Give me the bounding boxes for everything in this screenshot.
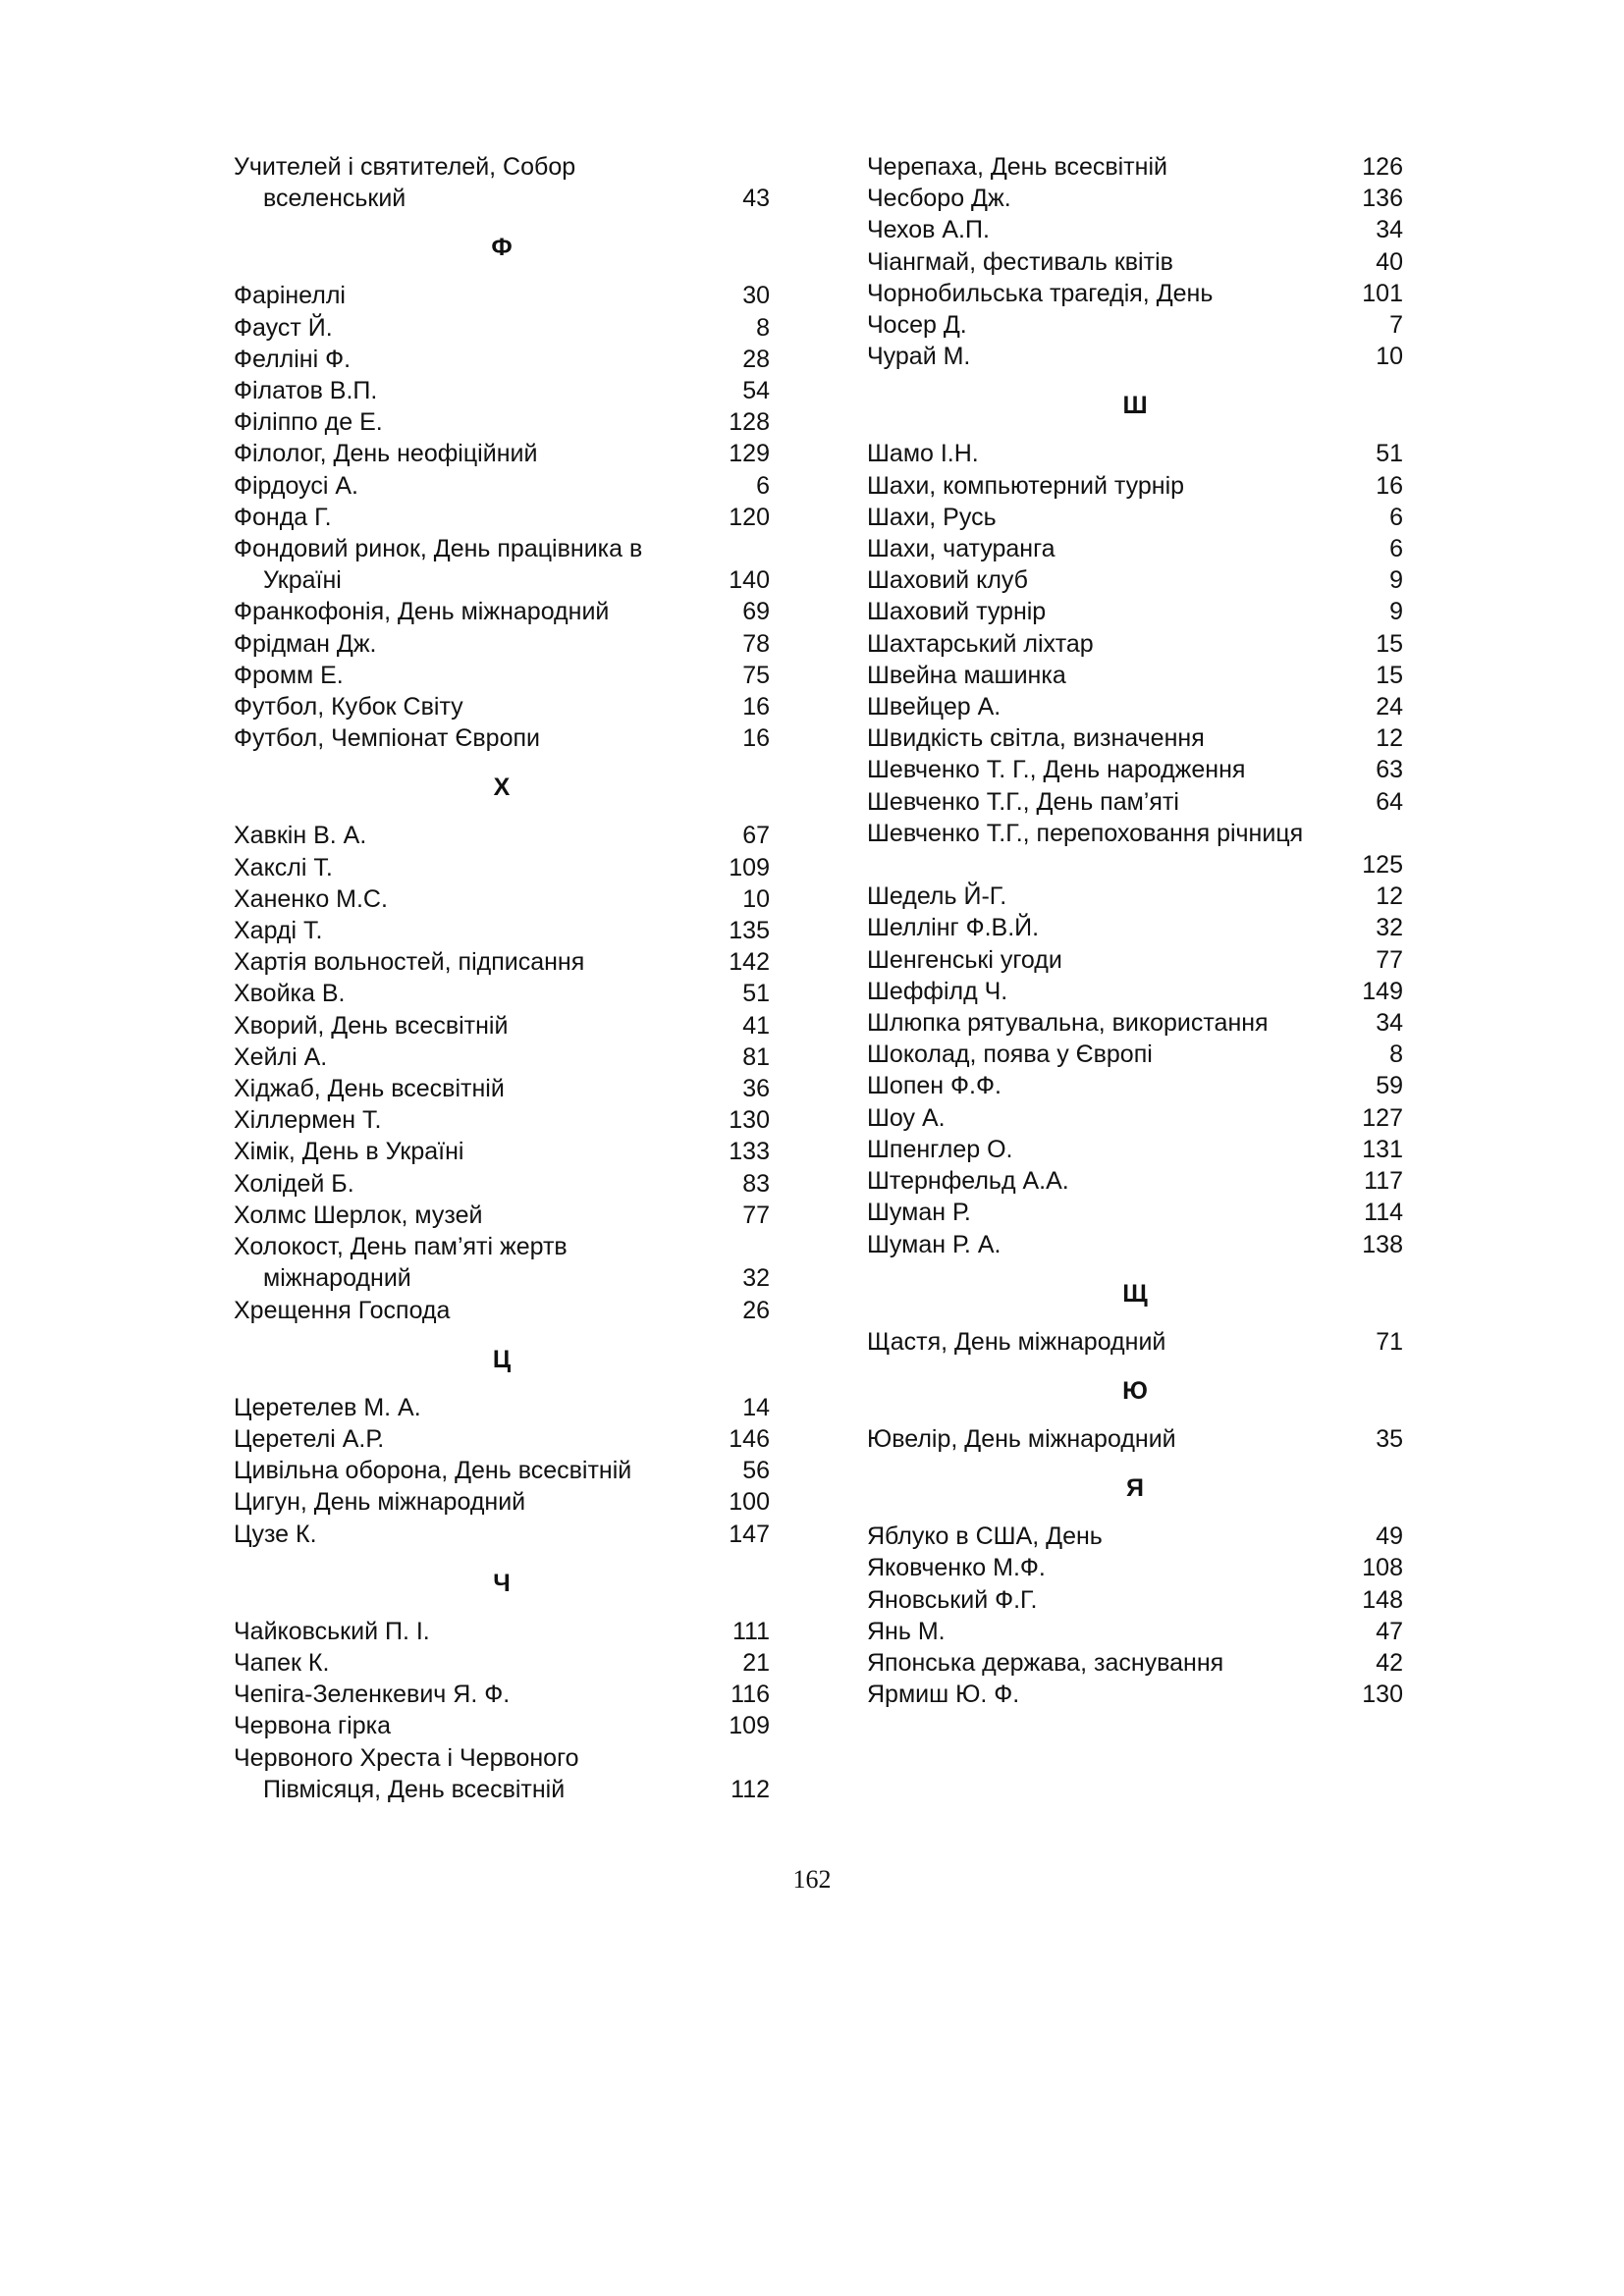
index-entry [234,1041,770,1073]
index-term: Чехов А.П. [867,216,990,244]
index-term: Чепіга-Зеленкевич Я. Ф. [234,1681,511,1709]
index-page-ref: 15 [1376,661,1403,689]
index-term: Шпенглер О. [867,1135,1013,1163]
index-entry [867,1647,1403,1679]
index-term: Франкофонія, День міжнародний [234,598,610,626]
index-term: Хейлі А. [234,1042,328,1071]
index-term: Шаховий клуб [867,566,1029,595]
index-page-ref: 9 [1389,598,1403,626]
index-page-ref: 140 [729,566,770,595]
index-entry [867,438,1403,469]
index-page-ref: 16 [742,693,770,721]
index-page-ref: 116 [731,1681,770,1709]
index-page-ref: 135 [729,917,770,945]
section-letter: Ц [492,1345,512,1373]
index-entry [867,1521,1403,1552]
index-term: Філатов В.П. [234,377,378,405]
index-page-ref: 41 [742,1011,770,1040]
index-term: Шлюпка рятувальна, використання [867,1009,1269,1038]
index-entry [234,1136,770,1167]
index-page-ref: 51 [742,980,770,1008]
index-page-ref: 138 [1362,1230,1403,1258]
index-page-ref: 34 [1376,1009,1403,1038]
page-number: 162 [792,1865,832,1894]
index-term: Чурай М. [867,343,971,371]
index-entry [234,1073,770,1104]
index-term: Фромм Е. [234,661,344,689]
index-entry [867,564,1403,596]
index-entry [234,915,770,946]
index-page-ref: 126 [1362,153,1403,181]
index-term: Чайковський П. І. [234,1617,430,1645]
index-page-ref: 35 [1376,1424,1403,1453]
index-page-ref: 8 [756,313,770,342]
index-term: Штернфельд А.А. [867,1167,1069,1196]
section-letter: Х [493,774,511,802]
index-page-ref: 30 [742,282,770,310]
index-entry [234,1200,770,1231]
index-entry [867,1134,1403,1165]
section-letter: Я [1126,1474,1144,1503]
index-page-ref: 101 [1362,279,1403,307]
index-entry [234,1679,770,1710]
index-page-ref: 16 [742,724,770,753]
index-entry [234,1010,770,1041]
index-page-ref: 42 [1376,1648,1403,1677]
index-page-ref: 120 [729,503,770,531]
index-term: Фондовий ринок, День працівника в Україні [234,535,643,595]
index-entry [234,406,770,438]
index-entry [234,438,770,469]
index-entry [867,596,1403,627]
index-term: Церетелі А.Р. [234,1424,385,1453]
index-page-ref: 47 [1376,1617,1403,1645]
index-term: Шеффілд Ч. [867,977,1008,1005]
index-term: Шахи, чатуранга [867,535,1056,563]
section-letter: Ф [491,234,513,262]
index-term: Філіппо де Е. [234,408,383,437]
index-term: Швидкість світла, визначення [867,724,1205,753]
index-term: Учителей і святителей, Собор вселенський [234,153,576,213]
index-entry [867,1229,1403,1260]
index-term: Японська держава, заснування [867,1648,1224,1677]
index-entry [867,722,1403,754]
index-page-ref: 21 [742,1648,770,1677]
index-term: Чосер Д. [867,311,967,340]
index-entry [867,1679,1403,1710]
index-term: Фрідман Дж. [234,629,377,658]
index-term: Шахтарський ліхтар [867,629,1094,658]
index-page-ref: 6 [1389,535,1403,563]
index-page-ref: 63 [1376,756,1403,784]
index-entry [867,214,1403,245]
index-entry [234,1104,770,1136]
index-page-ref: 9 [1389,566,1403,595]
index-entry [867,660,1403,691]
index-page-ref: 24 [1376,693,1403,721]
index-entry [234,502,770,533]
index-page-ref: 111 [731,1617,770,1645]
index-page-ref: 127 [1362,1103,1403,1132]
index-page-ref: 130 [1362,1681,1403,1709]
index-term: Шеллінг Ф.В.Й. [867,914,1040,942]
index-term: Шуман Р. А. [867,1230,1001,1258]
index-page-ref: 26 [742,1296,770,1324]
index-entry [867,976,1403,1007]
index-entry [234,852,770,883]
index-page-ref: 108 [1362,1554,1403,1582]
index-entry [867,1165,1403,1197]
index-term: Черепаха, День всесвітній [867,153,1167,181]
index-term: Хартія вольностей, підписання [234,948,585,977]
index-term: Фарінеллі [234,282,346,310]
index-entry [234,1519,770,1550]
index-entry [234,151,770,214]
index-entry [867,881,1403,912]
index-page-ref: 146 [729,1424,770,1453]
index-entry [867,246,1403,278]
index-entry [867,1197,1403,1228]
index-page-ref: 16 [1376,471,1403,500]
index-page-ref: 131 [1362,1135,1403,1163]
index-term: Яковченко М.Ф. [867,1554,1046,1582]
index-entry [867,691,1403,722]
index-term: Шопен Ф.Ф. [867,1072,1001,1100]
index-entry [867,1616,1403,1647]
index-entry [867,533,1403,564]
index-term: Фелліні Ф. [234,345,352,373]
index-term: Шедель Й-Г. [867,882,1007,911]
index-page-ref: 69 [742,598,770,626]
index-term: Чорнобильська трагедія, День [867,279,1214,307]
index-page-ref: 142 [729,948,770,977]
index-entry [867,1102,1403,1134]
index-entry [234,280,770,311]
index-term: Шамо І.Н. [867,440,979,468]
index-term: Шахи, компьютерний турнір [867,471,1185,500]
index-page-ref: 71 [1376,1327,1403,1356]
index-entry [234,1295,770,1326]
index-page-ref: 36 [742,1075,770,1103]
index-page-ref: 28 [742,345,770,373]
index-entry [234,1168,770,1200]
index-term: Червона гірка [234,1712,391,1740]
index-term: Хрещення Господа [234,1296,451,1324]
index-entry [867,1326,1403,1358]
index-term: Філолог, День неофіційний [234,440,538,468]
index-page-ref: 51 [1376,440,1403,468]
index-term: Хіллермен Т. [234,1106,382,1135]
index-entry [234,312,770,344]
index-term: Хакслі Т. [234,853,333,881]
index-entry [234,596,770,627]
index-entry [234,344,770,375]
index-page-ref: 6 [756,471,770,500]
index-entry [867,341,1403,372]
index-page-ref: 75 [742,661,770,689]
index-column-left [234,151,770,1805]
index-term: Цивільна оборона, День всесвітній [234,1457,632,1485]
index-entry [234,660,770,691]
index-term: Холокост, День пам’яті жертв міжнародний [234,1233,568,1293]
index-term: Футбол, Кубок Світу [234,693,463,721]
index-page-ref: 100 [729,1488,770,1517]
index-page-ref: 32 [1376,914,1403,942]
index-page-ref: 78 [742,629,770,658]
index-term: Червоного Хреста і Червоного Півмісяця, День всесвітній [234,1743,579,1803]
index-entry [234,1486,770,1518]
index-entry [234,1392,770,1423]
index-term: Шаховий турнір [867,598,1047,626]
index-term: Шевченко Т.Г., перепоховання річниця [867,819,1304,847]
index-term: Ханенко М.С. [234,884,388,913]
index-entry [867,309,1403,341]
index-page-ref: 129 [729,440,770,468]
section-letter: Ш [1122,392,1148,420]
section-letter: Ю [1122,1376,1148,1405]
index-term: Ювелір, День міжнародний [867,1424,1176,1453]
index-page-ref: 15 [1376,629,1403,658]
index-entry [867,1423,1403,1455]
index-term: Хворий, День всесвітній [234,1011,509,1040]
index-term: Шевченко Т. Г., День народження [867,756,1246,784]
index-page-ref: 109 [729,853,770,881]
index-page-ref: 14 [742,1393,770,1421]
index-page-ref: 12 [1376,882,1403,911]
index-entry [867,1552,1403,1583]
section-letter: Ч [493,1569,511,1597]
index-entry [234,883,770,915]
index-page-ref: 133 [729,1138,770,1166]
index-term: Церетелев М. А. [234,1393,421,1421]
index-entry [234,470,770,502]
index-entry [234,1742,770,1805]
index-entry [234,691,770,722]
index-entry [234,946,770,978]
index-entry [867,151,1403,183]
index-page-ref: 130 [729,1106,770,1135]
index-page-ref: 10 [1376,343,1403,371]
index-term: Шуман Р. [867,1199,971,1227]
index-page-ref: 59 [1376,1072,1403,1100]
index-entry [867,502,1403,533]
index-term: Футбол, Чемпіонат Європи [234,724,540,753]
index-entry [234,628,770,660]
index-entry [867,278,1403,309]
index-entry [867,1070,1403,1101]
index-page-ref: 114 [1364,1199,1403,1227]
index-term: Швейцер А. [867,693,1001,721]
index-entry [867,1584,1403,1616]
index-term: Цигун, День міжнародний [234,1488,526,1517]
index-entry [234,1647,770,1679]
index-entry [234,1231,770,1294]
index-term: Шевченко Т.Г., День пам’яті [867,787,1179,816]
index-entry [234,1710,770,1741]
index-page-ref: 12 [1376,724,1403,753]
index-term: Чесборо Дж. [867,185,1011,213]
index-term: Шенгенські угоди [867,945,1062,974]
index-page-ref: 40 [1376,247,1403,276]
index-page-ref: 83 [742,1169,770,1198]
index-entry [867,1007,1403,1039]
index-entry [867,912,1403,943]
index-entry [234,978,770,1009]
index-term: Холідей Б. [234,1169,354,1198]
index-column-right [867,151,1403,1710]
section-letter: Щ [1122,1279,1148,1308]
index-term: Харді Т. [234,917,323,945]
index-page-ref: 6 [1389,503,1403,531]
index-page-ref: 64 [1376,787,1403,816]
index-page-ref: 43 [742,185,770,213]
index-page-ref: 109 [729,1712,770,1740]
index-term: Хіджаб, День всесвітній [234,1075,505,1103]
index-page-ref: 49 [1376,1522,1403,1551]
index-page-ref: 54 [742,377,770,405]
index-entry [234,722,770,754]
index-term: Чіангмай, фестиваль квітів [867,247,1173,276]
index-term: Шоколад, поява у Європі [867,1041,1153,1069]
index-entry [867,470,1403,502]
index-page-ref: 136 [1362,185,1403,213]
index-term: Хавкін В. А. [234,822,367,850]
index-term: Ярмиш Ю. Ф. [867,1681,1020,1709]
index-term: Шахи, Русь [867,503,997,531]
index-term: Фонда Г. [234,503,332,531]
index-page-ref: 77 [1376,945,1403,974]
index-entry [234,1616,770,1647]
index-term: Холмс Шерлок, музей [234,1201,483,1229]
index-page-ref: 117 [1364,1167,1403,1196]
index-entry [867,818,1403,881]
index-term: Хімік, День в Україні [234,1138,464,1166]
index-page-ref: 34 [1376,216,1403,244]
index-entry [867,944,1403,976]
index-page-ref: 7 [1389,311,1403,340]
index-term: Швейна машинка [867,661,1066,689]
index-page-ref: 149 [1362,977,1403,1005]
index-page-ref: 8 [1389,1041,1403,1069]
index-term: Фауст Й. [234,313,333,342]
index-page-ref: 125 [1362,851,1403,880]
index-entry [234,533,770,596]
index-entry [234,1423,770,1455]
index-term: Цузе К. [234,1520,317,1548]
index-term: Хвойка В. [234,980,346,1008]
index-page-ref: 148 [1362,1585,1403,1614]
index-term: Фірдоусі А. [234,471,358,500]
index-page-ref: 32 [742,1264,770,1293]
index-page-ref: 147 [729,1520,770,1548]
index-entry [867,786,1403,818]
index-entry [234,820,770,851]
index-page-ref: 77 [742,1201,770,1229]
index-term: Яблуко в США, День [867,1522,1103,1551]
index-term: Янь М. [867,1617,946,1645]
index-entry [867,183,1403,214]
index-term: Шоу А. [867,1103,946,1132]
index-entry [234,375,770,406]
index-entry [867,1039,1403,1070]
index-term: Чапек К. [234,1648,330,1677]
index-page-ref: 10 [742,884,770,913]
index-entry [867,628,1403,660]
index-entry [234,1455,770,1486]
index-term: Яновський Ф.Г. [867,1585,1038,1614]
index-page-ref: 112 [731,1775,770,1803]
index-entry [867,754,1403,785]
index-term: Щастя, День міжнародний [867,1327,1166,1356]
index-page-ref: 56 [742,1457,770,1485]
index-page-ref: 128 [729,408,770,437]
index-page-ref: 81 [742,1042,770,1071]
index-page-ref: 67 [742,822,770,850]
